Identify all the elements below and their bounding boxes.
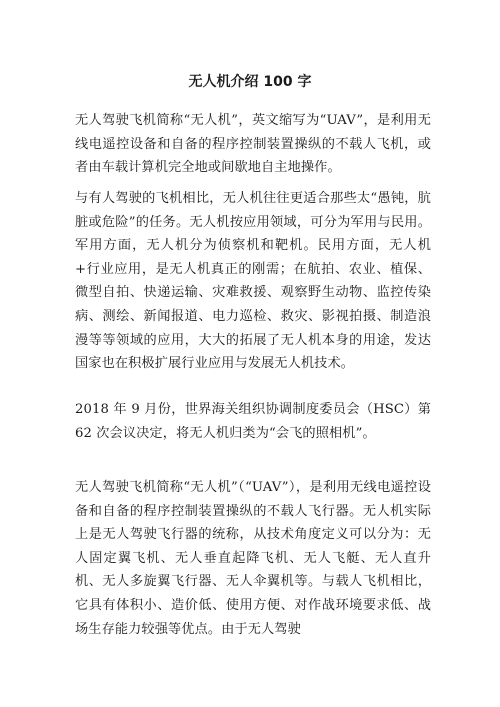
paragraph-classification: 无人驾驶飞机简称“无人机”（“UAV”），是利用无线电遥控设备和自备的程序控制装置操纵的不载人飞行器。无人机实际上是无人驾驶飞行器的统称，从技术角度定义可以分为：无人固定翼飞机、无人垂直起降飞机、无人飞艇、无人直升机、无人多旋翼飞行器、无人伞翼机等。与载人飞机相比，它具有体积小、造价低、使用方便、对作战环境要求低、战场生存能力较强等优点。由于无人驾驶 xyxy=(75,480,431,637)
paragraph-hsc-decision: 2018 年 9 月份，世界海关组织协调制度委员会（HSC）第 62 次会议决定，将无人机归类为“会飞的照相机”。 xyxy=(75,402,431,441)
paragraph-definition: 无人驾驶飞机简称“无人机”，英文缩写为“UAV”，是利用无线电遥控设备和自备的程序控制装置操纵的不载人飞机，或者由车载计算机完全地或间歇地自主地操作。 xyxy=(75,113,431,176)
document-title: 无人机介绍 100 字 xyxy=(188,74,312,90)
paragraph-applications: 与有人驾驶的飞机相比，无人机往往更适合那些太“愚钝，肮脏或危险”的任务。无人机按应用领域，可分为军用与民用。军用方面，无人机分为侦察机和靶机。民用方面，无人机+行业应用，是无人机真正的刚需；在航拍、农业、植保、微型自拍、快递运输、灾难救援、观察野生动物、监控传染病、测绘、新闻报道、电力巡检、救灾、影视拍摄、制造浪漫等等领域的应用，大大的拓展了无人机本身的用途，发达国家也在积极扩展行业应用与发展无人机技术。 xyxy=(75,191,431,372)
